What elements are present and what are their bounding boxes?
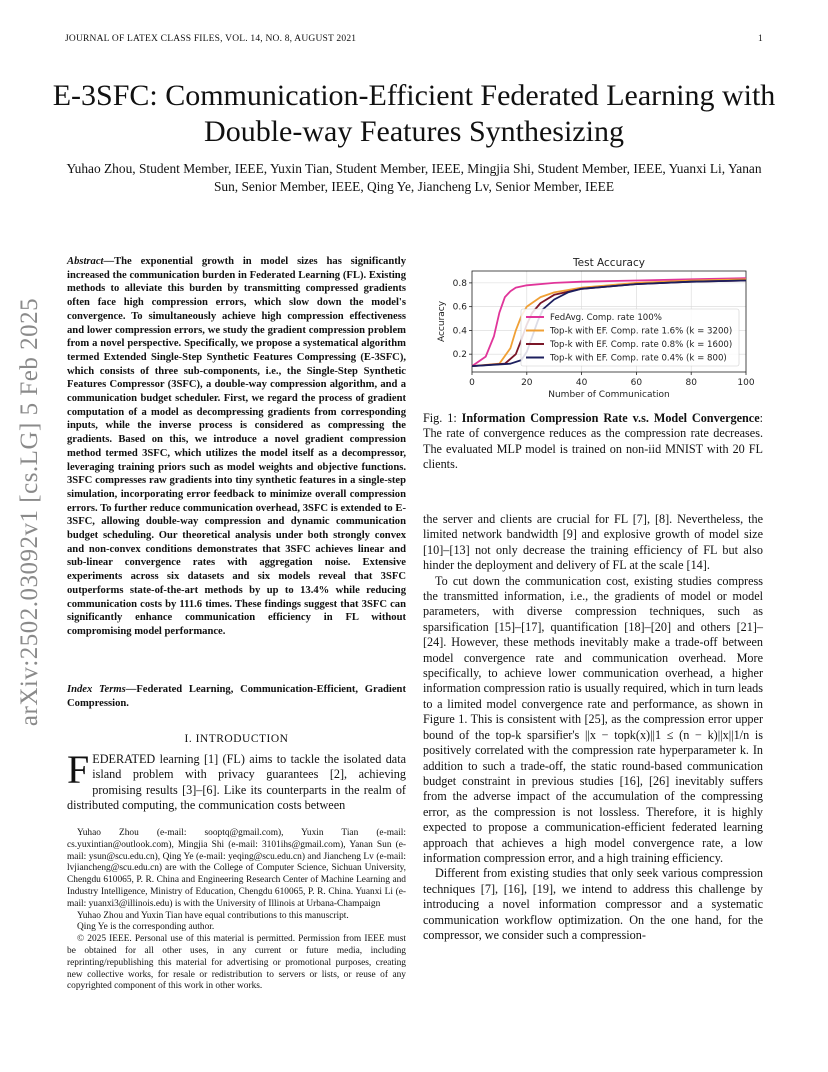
- arxiv-stamp: arXiv:2502.03092v1 [cs.LG] 5 Feb 2025: [16, 297, 43, 727]
- paragraph: Different from existing studies that only seek various compression techniques [7], [16], [19], we intend to address this challenge by introducing a novel information compressor and a systematic communication workflow optimization. On the one hand, for the compressor, we consider such a compression-: [423, 866, 763, 942]
- section-heading: I. INTRODUCTION: [184, 733, 289, 745]
- index-terms: Index Terms—Federated Learning, Communication-Efficient, Gradient Compression.: [67, 684, 406, 709]
- abstract: Abstract—The exponential growth in model sizes has significantly increased the communication burden in Federated Learning (FL). Existing methods to alleviate this burden by transmitting compressed gradients often face high compression errors, which slow down the model's convergence. To simultaneously achieve high compression effectiveness and lower compression errors, we study the gradient compression problem from a novel perspective. Specifically, we propose a systematical algorithm termed Extended Single-Step Synthetic Features Compressing (E-3SFC), which consists of three sub-components, i.e., the Single-Step Synthetic Features Compressor (3SFC), a double-way compression algorithm, and a communication budget scheduler. First, we regard the process of gradient computation of a model as decompressing gradients from corresponding inputs, while the inverse process is considered as compressing the gradients. Based on this, we introduce a novel gradient compression method termed 3SFC, which utilizes the model itself as a decompressor, leveraging training priors such as model weights and objective functions. 3SFC compresses raw gradients into tiny synthetic features in a single-step simulation, incorporating error feedback to minimize overall compression errors. To further reduce communication overhead, 3SFC is extended to E-3SFC, allowing double-way compression and dynamic communication budget scheduling. Our theoretical analysis under both strongly convex and non-convex conditions demonstrates that 3SFC achieves linear and sub-linear convergence rates with aggregation noise. Extensive experiments across six datasets and six models reveal that 3SFC outperforms state-of-the-art methods by up to 13.4% while reducing communication costs by 111.6 times. These findings suggest that 3SFC can significantly enhance communication efficiency in FL without compromising model performance.: [67, 256, 406, 637]
- legend-entry: Top-k with EF. Comp. rate 0.8% (k = 1600): [550, 340, 733, 350]
- footnote: Yuhao Zhou (e-mail: sooptq@gmail.com), Yuxin Tian (e-mail: cs.yuxintian@outlook.com), Mingjia Shi (e-mail: 3101ihs@gmail.com), Yanan Sun (e-mail: ysun@scu.edu.cn), Qing Ye (e-mail: yeqing@scu.edu.cn) and Jiancheng Lv (e-mail: lvjiancheng@scu.edu.cn) are with the College of Computer Science, Sichuan University, Chengdu 610065, P. R. China and Engineering Research Center of Machine Learning and Industry Intelligence, Ministry of Education, Chengdu 610065, P. R. China. Yuanxi Li (e-mail: yuanxi3@illinois.edu) is with the University of Illinois at Urbana-Champaign: [67, 828, 406, 909]
- paragraph: the server and clients are crucial for FL [7], [8]. Nevertheless, the limited network bandwidth [9] and explosive growth of model size [10]–[13] not only decrease the training efficiency of FL but also hinder the deployment and delivery of FL at the scale [14].: [423, 512, 763, 573]
- author-list: Yuhao Zhou, Student Member, IEEE, Yuxin Tian, Student Member, IEEE, Mingjia Shi, Student Member, IEEE, Yuanxi Li, Yanan Sun, Senior Member, IEEE, Qing Ye, Jiancheng Lv, Senior Member, IEEE: [66, 161, 762, 194]
- running-header: JOURNAL OF LATEX CLASS FILES, VOL. 14, NO. 8, AUGUST 2021: [65, 34, 357, 44]
- intro-paragraph: [67, 747, 406, 814]
- abstract-label: Abstract: [67, 256, 104, 267]
- x-tick-label: 60: [630, 378, 643, 388]
- caption-label: Fig. 1:: [423, 411, 457, 425]
- accuracy-chart: [428, 254, 762, 404]
- abstract-text: The exponential growth in model sizes has significantly increased the communication burden in Federated Learning (FL). Existing methods to alleviate this burden by transmitting compressed gradients often face high compression errors, which slow down the model's convergence. To simultaneously achieve high compression effectiveness and lower compression errors, we study the gradient compression problem from a novel perspective. Specifically, we propose a systematical algorithm termed Extended Single-Step Synthetic Features Compressing (E-3SFC), which consists of three sub-components, i.e., the Single-Step Synthetic Features Compressor (3SFC), a double-way compression algorithm, and a communication budget scheduler. First, we regard the process of gradient computation of a model as decompressing gradients from corresponding inputs, while the inverse process is considered as compressing the gradients. Based on this, we introduce a novel gradient compression method termed 3SFC, which utilizes the model itself as a decompressor, leveraging training priors such as model weights and objective functions. 3SFC compresses raw gradients into tiny synthetic features in a single-step simulation, incorporating error feedback to minimize overall compression errors. To further reduce communication overhead, 3SFC is extended to E-3SFC, allowing double-way compression and dynamic communication budget scheduling. Our theoretical analysis under both strongly convex and non-convex conditions demonstrates that 3SFC achieves linear and sub-linear convergence rates with aggregation noise. Extensive experiments across six datasets and six models reveal that 3SFC outperforms state-of-the-art methods by up to 13.4% while reducing communication costs by 111.6 times. These findings suggest that 3SFC can significantly enhance communication efficiency in FL without compromising model performance.: [67, 256, 406, 637]
- index-terms-text: Federated Learning, Communication-Efficient, Gradient Compression.: [67, 684, 406, 709]
- legend-entry: Top-k with EF. Comp. rate 1.6% (k = 3200): [550, 326, 733, 337]
- y-tick-label: 0.4: [452, 326, 467, 337]
- x-tick-label: 0: [469, 378, 475, 388]
- footnotes: [67, 828, 406, 993]
- y-tick-label: 0.2: [452, 350, 467, 361]
- x-tick-label: 80: [685, 378, 697, 388]
- x-tick-label: 100: [737, 378, 755, 388]
- index-terms-label: Index Terms: [67, 684, 126, 695]
- y-tick-label: 0.6: [452, 302, 467, 313]
- footnote: © 2025 IEEE. Personal use of this material is permitted. Permission from IEEE must be obtained for all other uses, in any current or future media, including reprinting/republishing this material for advertising or promotional purposes, creating new collective works, for resale or redistribution to servers or lists, or reuse of any copyrighted component of this work in other works.: [67, 934, 406, 992]
- drop-cap: F: [67, 747, 90, 792]
- intro-text: EDERATED learning [1] (FL) aims to tackle the isolated data island problem with privacy guarantees [2], achieving promising results [3]–[6]. Like its counterparts in the realm of distributed computing, the communication costs between: [67, 752, 406, 813]
- caption-bold: Information Compression Rate v.s. Model Convergence: [461, 411, 760, 425]
- caption-text: : The rate of convergence reduces as the compression rate decreases. The evaluated MLP model is trained on non-iid MNIST with 20 FL clients.: [423, 411, 763, 472]
- footnote: Yuhao Zhou and Yuxin Tian have equal contributions to this manuscript.: [77, 910, 349, 921]
- figure-caption: [423, 411, 763, 473]
- page-number: 1: [758, 34, 763, 44]
- paragraph: To cut down the communication cost, existing studies compress the transmitted information, i.e., the gradients of model or model parameters, with diverse compression techniques, such as sparsification [15]–[17], quantification [18]–[20] and others [21]–[24]. However, these methods inevitably make a trade-off between model convergence rate and communication overhead. More specifically, to achieve lower communication overhead, a higher information compression ratio is usually required, which in turn leads to a limited model convergence rate and performance, as shown in Figure 1. This is consistent with [25], as the compression error upper bound of the top-k sparsifier's ||x − topk(x)||1 ≤ (n − k)||x||1/n is positively correlated with the compression rate hyperparameter k. In addition to such a trade-off, the static round-based communication budget constraint in previous studies [16], [26] inevitably suffers from the adverse impact of the accumulation of the compressing error, as the compression is not lossless. Therefore, it is highly expected to propose a communication-efficient federated learning approach that achieves a high model convergence rate, a low information compression error, and a high training efficiency.: [423, 573, 763, 865]
- y-axis-label: Accuracy: [437, 300, 447, 343]
- chart-title: Test Accuracy: [573, 257, 645, 269]
- footnote: Qing Ye is the corresponding author.: [77, 922, 215, 933]
- legend-entry: Top-k with EF. Comp. rate 0.4% (k = 800): [550, 353, 727, 364]
- x-tick-label: 20: [521, 378, 533, 388]
- legend-entry: FedAvg. Comp. rate 100%: [550, 313, 662, 323]
- x-axis-label: Number of Communication: [548, 390, 670, 400]
- body-text-right: [423, 512, 763, 943]
- y-tick-label: 0.8: [452, 278, 467, 289]
- paper-title: E-3SFC: Communication-Efficient Federated Learning with Double-way Features Synthesizing: [52, 79, 776, 148]
- x-tick-label: 40: [575, 378, 588, 388]
